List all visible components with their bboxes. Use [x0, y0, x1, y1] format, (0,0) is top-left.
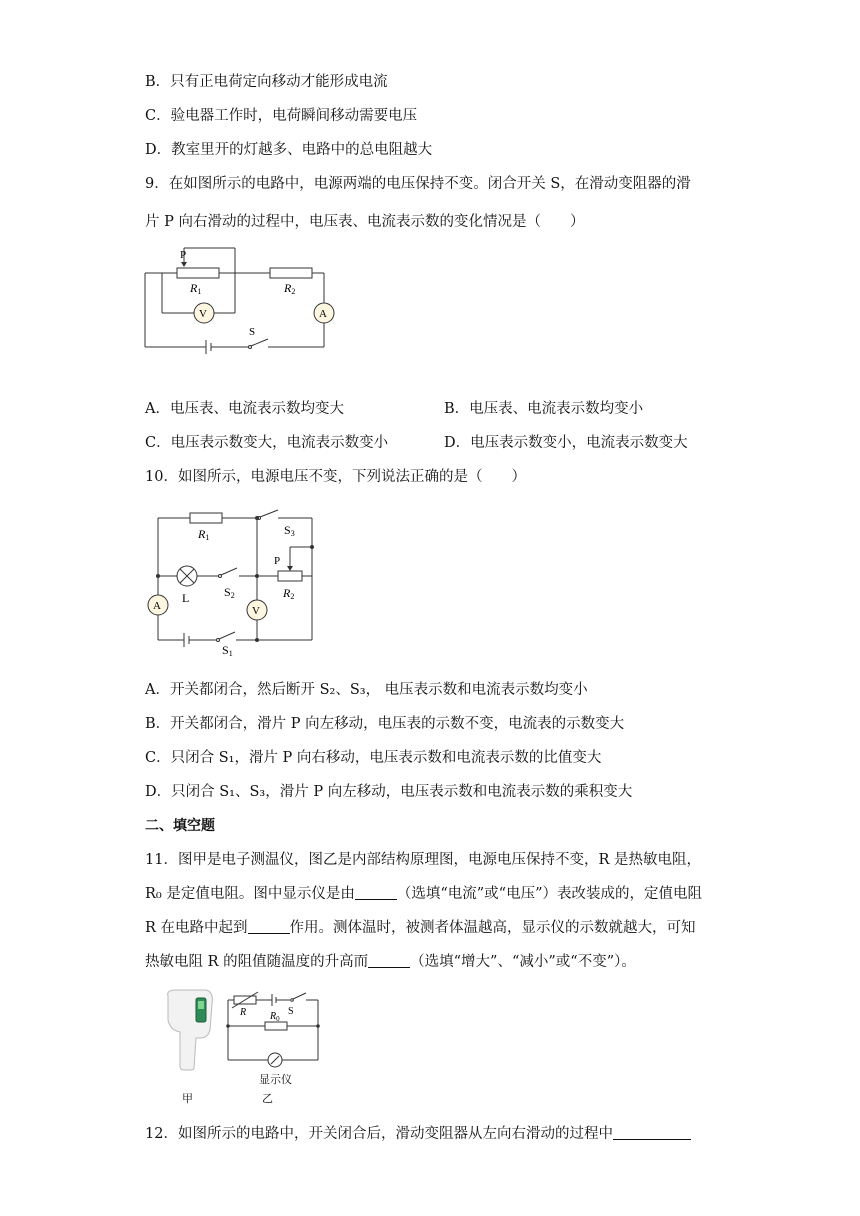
- q11-label-display: 显示仪: [259, 1073, 292, 1086]
- q9-stem-line2: 片 P 向右滑动的过程中，电压表、电流表示数的变化情况是（ ）: [145, 214, 585, 230]
- q10-label-s3: S3: [284, 523, 295, 538]
- q10-label-r1: R1: [198, 527, 210, 542]
- q11-label-r: R: [240, 1007, 247, 1018]
- q12-stem: 12．如图所示的电路中，开关闭合后，滑动变阻器从左向右滑动的过程中: [145, 1124, 691, 1144]
- q10-stem: 10．如图所示，电源电压不变，下列说法正确的是（ ）: [145, 469, 526, 485]
- q10-label-l: L: [182, 591, 190, 605]
- q9-label-a: A: [319, 308, 327, 320]
- q10-option-a: A．开关都闭合，然后断开 S₂、S₃， 电压表示数和电流表示数均变小: [145, 682, 588, 698]
- q10-label-r2: R2: [283, 586, 295, 601]
- q11-blank-2[interactable]: [248, 919, 290, 934]
- q9-stem-line1: 9．在如图所示的电路中，电源两端的电压保持不变。闭合开关 S，在滑动变阻器的滑: [145, 176, 691, 192]
- q9-option-d: D．电压表示数变小，电流表示数变大: [444, 435, 688, 451]
- q11-circuit-diagram: [220, 990, 330, 1072]
- q9-option-a: A．电压表、电流表示数均变大: [145, 401, 344, 417]
- q10-label-a: A: [153, 600, 161, 612]
- q9-circuit-diagram: [140, 240, 340, 355]
- q11-blank-3[interactable]: [368, 953, 410, 968]
- q10-r2-resistor: [278, 571, 302, 581]
- section-title-fill-blank: 二、填空题: [145, 818, 215, 834]
- q9-label-p: P: [180, 249, 187, 261]
- q11-stem-line1: 11．图甲是电子测温仪，图乙是内部结构原理图，电源电压保持不变，R 是热敏电阻，: [145, 852, 701, 868]
- q11-stem-line2: R₀ 是定值电阻。图中显示仪是由 （选填“电流”或“电压”）表改装成的，定值电阻: [145, 886, 702, 902]
- q10-label-s1: S1: [222, 643, 233, 658]
- q11-stem-line3: R 在电路中起到 作用。测体温时，被测者体温越高，显示仪的示数就越大，可知: [145, 920, 696, 936]
- q10-label-p: P: [274, 555, 281, 567]
- q10-r1-resistor: [190, 513, 222, 523]
- q10-circuit-diagram: [140, 500, 330, 660]
- q11-stem-line4: 热敏电阻 R 的阻值随温度的升高而 （选填“增大”、“减小”或“不变”）。: [145, 954, 636, 970]
- q10-option-b: B．开关都闭合，滑片 P 向左移动，电压表的示数不变，电流表的示数变大: [145, 716, 625, 732]
- q11-r0-resistor: [265, 1022, 287, 1030]
- q11-thermometer-figure: [160, 990, 220, 1070]
- q9-label-r2: R2: [284, 281, 296, 296]
- q11-label-s: S: [288, 1006, 294, 1017]
- q10-label-v: V: [252, 605, 260, 617]
- q9-r1-resistor: [177, 268, 219, 278]
- q9-option-c: C．电压表示数变大，电流表示数变小: [145, 435, 389, 451]
- q11-blank-1[interactable]: [355, 885, 397, 900]
- q8-option-b: B．只有正电荷定向移动才能形成电流: [145, 74, 388, 90]
- q9-option-b: B．电压表、电流表示数均变小: [444, 401, 644, 417]
- q8-option-d: D．教室里开的灯越多、电路中的总电阻越大: [145, 142, 433, 158]
- q11-label-r0: $R_0$: [270, 1011, 280, 1023]
- q9-label-v: V: [199, 308, 207, 320]
- q9-r2-resistor: [270, 268, 312, 278]
- q9-label-s: S: [249, 326, 256, 338]
- q10-option-d: D．只闭合 S₁、S₃，滑片 P 向左移动，电压表示数和电流表示数的乘积变大: [145, 784, 633, 800]
- q8-option-c: C．验电器工作时，电荷瞬间移动需要电压: [145, 108, 418, 124]
- q11-caption-jia: 甲: [182, 1092, 193, 1105]
- q9-label-r1: R1: [190, 281, 202, 296]
- q10-option-c: C．只闭合 S₁，滑片 P 向右移动，电压表示数和电流表示数的比值变大: [145, 750, 602, 766]
- q12-blank-1[interactable]: [613, 1125, 691, 1140]
- q10-label-s2: S2: [224, 585, 235, 600]
- q11-caption-yi: 乙: [262, 1092, 273, 1105]
